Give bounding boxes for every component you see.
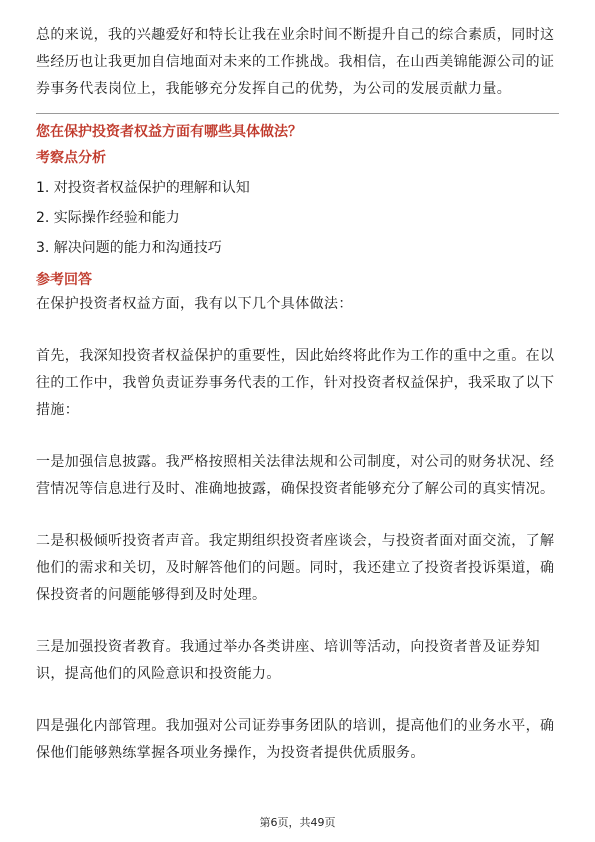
analysis-list	[36, 173, 559, 263]
question-title: 您在保护投资者权益方面有哪些具体做法？	[36, 124, 302, 140]
analysis-heading: 考察点分析	[36, 150, 106, 166]
list-item: 2. 实际操作经验和能力	[36, 210, 180, 226]
answer-paragraph: 二是积极倾听投资者声音。我定期组织投资者座谈会，与投资者面对面交流，了解他们的需求和关切，及时解答他们的问题。同时，我还建立了投资者投诉渠道，确保投资者的问题能够得到及时处理。	[36, 533, 555, 603]
intro-paragraph: 总的来说，我的兴趣爱好和特长让我在业余时间不断提升自己的综合素质，同时这些经历也让我更加自信地面对未来的工作挑战。我相信，在山西美锦能源公司的证券事务代表岗位上，我能够充分发挥自己的优势，为公司的发展贡献力量。	[36, 27, 555, 97]
list-item: 1. 对投资者权益保护的理解和认知	[36, 180, 250, 196]
answer-paragraph: 一是加强信息披露。我严格按照相关法律法规和公司制度，对公司的财务状况、经营情况等信息进行及时、准确地披露，确保投资者能够充分了解公司的真实情况。	[36, 454, 555, 497]
answer-paragraph: 四是强化内部管理。我加强对公司证券事务团队的培训，提高他们的业务水平，确保他们能够熟练掌握各项业务操作，为投资者提供优质服务。	[36, 718, 555, 761]
list-item: 3. 解决问题的能力和沟通技巧	[36, 240, 222, 256]
answer-paragraph: 三是加强投资者教育。我通过举办各类讲座、培训等活动，向投资者普及证券知识，提高他们的风险意识和投资能力。	[36, 639, 540, 682]
answer-paragraph: 首先，我深知投资者权益保护的重要性，因此始终将此作为工作的重中之重。在以往的工作中，我曾负责证券事务代表的工作，针对投资者权益保护，我采取了以下措施：	[36, 348, 555, 418]
answer-paragraph: 在保护投资者权益方面，我有以下几个具体做法：	[36, 296, 353, 312]
document-page	[36, 22, 559, 767]
page-number: 第6页，共49页	[259, 816, 336, 829]
section-divider	[36, 113, 559, 114]
answer-heading: 参考回答	[36, 272, 92, 288]
